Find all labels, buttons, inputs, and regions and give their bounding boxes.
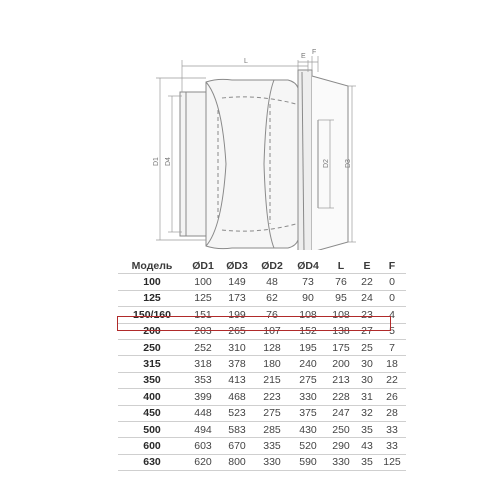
table-body	[118, 274, 406, 471]
table-row	[118, 454, 406, 470]
value-cell: 24	[361, 292, 373, 305]
value-cell: 603	[194, 439, 212, 452]
header-e: E	[363, 259, 371, 272]
value-cell: 33	[386, 439, 398, 452]
value-cell: 100	[194, 276, 212, 289]
label-F: F	[312, 49, 317, 56]
model-cell: 100	[143, 276, 161, 289]
value-cell: 108	[332, 308, 350, 321]
label-D1: D1	[153, 157, 160, 166]
model-cell: 500	[143, 423, 161, 436]
value-cell: 240	[299, 358, 317, 371]
value-cell: 195	[299, 341, 317, 354]
value-cell: 149	[228, 276, 246, 289]
value-cell: 448	[194, 407, 212, 420]
table-row	[118, 274, 406, 290]
table-row	[118, 290, 406, 306]
value-cell: 76	[335, 276, 347, 289]
value-cell: 413	[228, 374, 246, 387]
model-cell: 400	[143, 390, 161, 403]
header-d4: ØD4	[297, 259, 319, 272]
label-L: L	[244, 58, 248, 65]
header-model: Модель	[131, 259, 173, 272]
model-cell: 125	[143, 292, 161, 305]
value-cell: 152	[290, 323, 326, 339]
value-cell: 523	[228, 407, 246, 420]
value-cell: 175	[332, 341, 350, 354]
value-cell: 468	[228, 390, 246, 403]
value-cell: 800	[228, 456, 246, 469]
value-cell: 0	[389, 276, 395, 289]
header-d1: ØD1	[192, 259, 214, 272]
main-body	[206, 79, 298, 248]
model-cell: 600	[143, 439, 161, 452]
value-cell: 290	[332, 439, 350, 452]
value-cell: 275	[263, 407, 281, 420]
value-cell: 0	[389, 292, 395, 305]
value-cell: 108	[299, 308, 317, 321]
value-cell: 90	[302, 292, 314, 305]
value-cell: 27	[356, 323, 378, 339]
label-D4: D4	[165, 157, 172, 166]
value-cell: 310	[228, 341, 246, 354]
value-cell: 30	[361, 358, 373, 371]
table-row	[118, 405, 406, 421]
value-cell: 620	[194, 456, 212, 469]
label-D3: D3	[345, 159, 352, 168]
value-cell: 33	[386, 423, 398, 436]
value-cell: 583	[228, 423, 246, 436]
value-cell: 199	[228, 308, 246, 321]
label-D2: D2	[323, 159, 330, 168]
model-cell: 150/160	[133, 308, 171, 321]
value-cell: 151	[194, 308, 212, 321]
model-cell: 200	[118, 323, 186, 339]
value-cell: 228	[332, 390, 350, 403]
value-cell: 35	[361, 423, 373, 436]
value-cell: 180	[263, 358, 281, 371]
header-d2: ØD2	[261, 259, 283, 272]
model-cell: 350	[143, 374, 161, 387]
table-row	[118, 438, 406, 454]
value-cell: 35	[361, 456, 373, 469]
value-cell: 213	[332, 374, 350, 387]
value-cell: 125	[194, 292, 212, 305]
value-cell: 200	[332, 358, 350, 371]
value-cell: 173	[228, 292, 246, 305]
highlight-box	[117, 316, 391, 331]
label-E: E	[301, 53, 306, 60]
value-cell: 430	[299, 423, 317, 436]
spec-table	[118, 258, 406, 471]
value-cell: 285	[263, 423, 281, 436]
value-cell: 138	[326, 323, 356, 339]
value-cell: 28	[386, 407, 398, 420]
value-cell: 18	[386, 358, 398, 371]
right-flange	[298, 70, 312, 250]
value-cell: 378	[228, 358, 246, 371]
value-cell: 353	[194, 374, 212, 387]
value-cell: 670	[228, 439, 246, 452]
model-cell: 250	[143, 341, 161, 354]
table-header-row	[118, 258, 406, 274]
value-cell: 22	[386, 374, 398, 387]
value-cell: 265	[220, 323, 254, 339]
value-cell: 330	[299, 390, 317, 403]
table-row	[118, 389, 406, 405]
value-cell: 215	[263, 374, 281, 387]
value-cell: 203	[186, 323, 220, 339]
table-row	[118, 356, 406, 372]
value-cell: 73	[302, 276, 314, 289]
value-cell: 48	[266, 276, 278, 289]
value-cell: 520	[299, 439, 317, 452]
value-cell: 31	[361, 390, 373, 403]
table-row	[118, 339, 406, 355]
table-row	[118, 372, 406, 388]
header-d3: ØD3	[226, 259, 248, 272]
value-cell: 590	[299, 456, 317, 469]
value-cell: 330	[332, 456, 350, 469]
value-cell: 223	[263, 390, 281, 403]
value-cell: 252	[194, 341, 212, 354]
value-cell: 107	[254, 323, 290, 339]
model-cell: 450	[143, 407, 161, 420]
value-cell: 247	[332, 407, 350, 420]
model-cell: 315	[143, 358, 161, 371]
value-cell: 43	[361, 439, 373, 452]
header-f: F	[388, 259, 396, 272]
value-cell: 494	[194, 423, 212, 436]
value-cell: 275	[299, 374, 317, 387]
value-cell: 125	[383, 456, 401, 469]
value-cell: 375	[299, 407, 317, 420]
value-cell: 7	[389, 341, 395, 354]
model-cell: 630	[143, 456, 161, 469]
value-cell: 32	[361, 407, 373, 420]
table-row	[118, 421, 406, 437]
value-cell: 335	[263, 439, 281, 452]
value-cell: 22	[361, 276, 373, 289]
value-cell: 30	[361, 374, 373, 387]
value-cell: 128	[263, 341, 281, 354]
value-cell: 26	[386, 390, 398, 403]
value-cell: 399	[194, 390, 212, 403]
value-cell: 5	[378, 323, 406, 339]
header-l: L	[337, 259, 345, 272]
value-cell: 23	[361, 308, 373, 321]
value-cell: 95	[335, 292, 347, 305]
value-cell: 4	[389, 308, 395, 321]
value-cell: 76	[266, 308, 278, 321]
value-cell: 250	[332, 423, 350, 436]
value-cell: 318	[194, 358, 212, 371]
value-cell: 330	[263, 456, 281, 469]
left-spigot	[180, 92, 206, 236]
value-cell: 62	[266, 292, 278, 305]
value-cell: 25	[361, 341, 373, 354]
